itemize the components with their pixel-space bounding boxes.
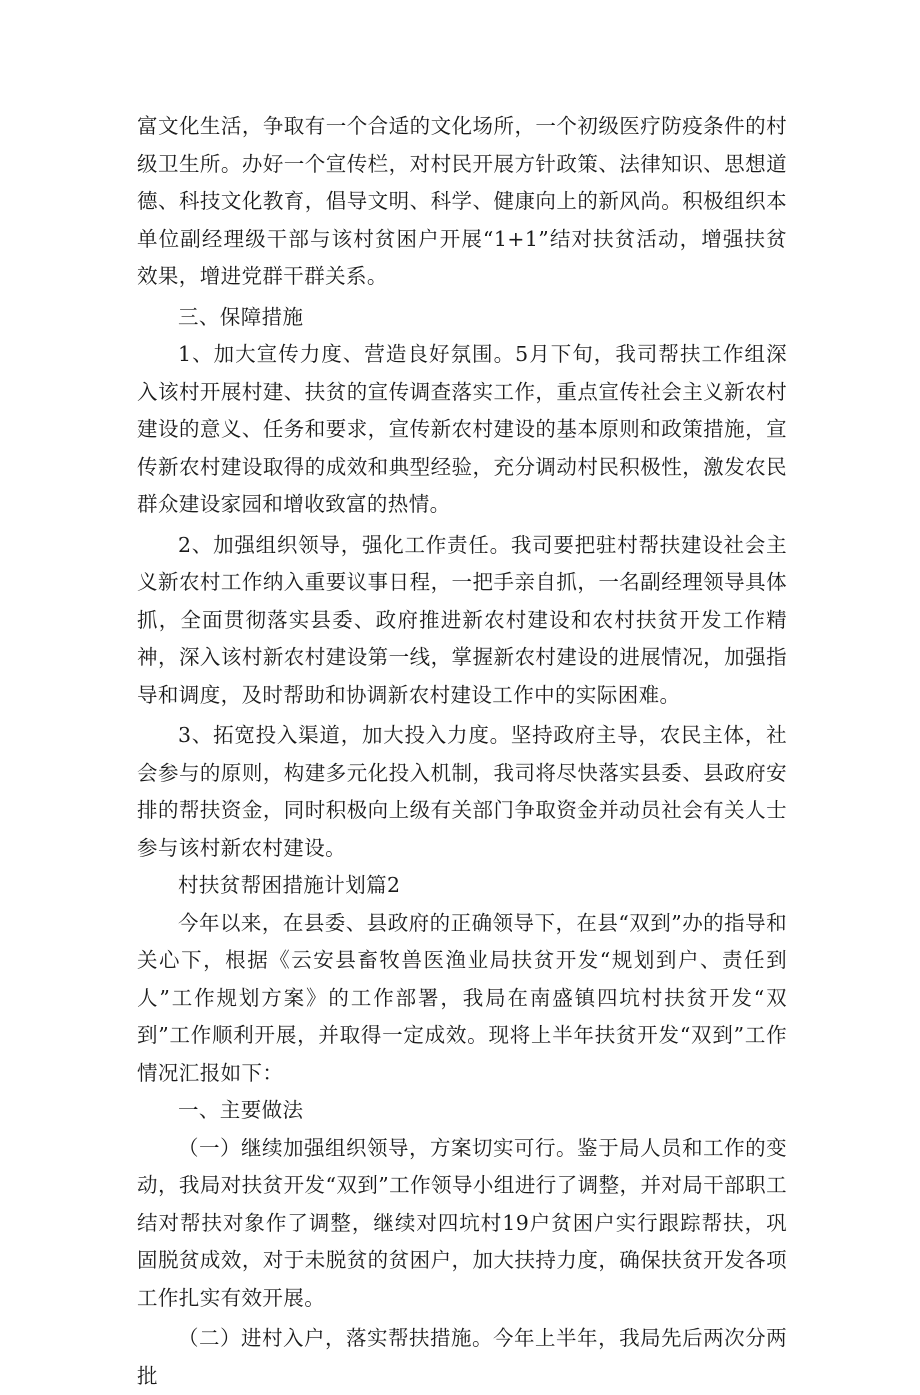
article-title-part2: 村扶贫帮困措施计划篇2 — [178, 873, 401, 897]
paragraph-leadership: （一）继续加强组织领导，方案切实可行。鉴于局人员和工作的变动，我局对扶贫开发“双到”工作领导小组进行了调整，并对局干部职工结对帮扶对象作了调整，继续对四坑村19户贫困户实行跟踪帮扶，巩固脱贫成效，对于未脱贫的贫困户，加大扶持力度，确保扶贫开发各项工作扎实有效开展。 — [137, 1135, 787, 1310]
document-body — [137, 108, 787, 1395]
paragraph-publicity: 1、加大宣传力度、营造良好氛围。5月下旬，我司帮扶工作组深入该村开展村建、扶贫的宣传调查落实工作，重点宣传社会主义新农村建设的意义、任务和要求，宣传新农村建设的基本原则和政策措施，宣传新农村建设取得的成效和典型经验，充分调动村民积极性，激发农民群众建设家园和增收致富的热情。 — [137, 342, 787, 516]
section-heading-safeguards: 三、保障措施 — [178, 304, 304, 329]
paragraph-organization: 2、加强组织领导，强化工作责任。我司要把驻村帮扶建设社会主义新农村工作纳入重要议事日程，一把手亲自抓，一名副经理领导具体抓，全面贯彻落实县委、政府推进新农村建设和农村扶贫开发工作精神，深入该村新农村建设第一线，掌握新农村建设的进展情况，加强指导和调度，及时帮助和协调新农村建设工作中的实际困难。 — [137, 532, 787, 707]
paragraph-culture-life: 富文化生活，争取有一个合适的文化场所，一个初级医疗防疫条件的村级卫生所。办好一个宣传栏，对村民开展方针政策、法律知识、思想道德、科技文化教育，倡导文明、科学、健康向上的新风尚。积极组织本单位副经理级干部与该村贫困户开展“1+1”结对扶贫活动，增强扶贫效果，增进党群干群关系。 — [137, 114, 787, 288]
paragraph-village-visits: （二）进村入户，落实帮扶措施。今年上半年，我局先后两次分两批 — [137, 1326, 787, 1388]
paragraph-investment: 3、拓宽投入渠道，加大投入力度。坚持政府主导，农民主体，社会参与的原则，构建多元化投入机制，我司将尽快落实县委、县政府安排的帮扶资金，同时积极向上级有关部门争取资金并动员社会有关人士参与该村新农村建设。 — [137, 723, 787, 860]
section-heading-main-practices: 一、主要做法 — [178, 1098, 304, 1122]
paragraph-intro: 今年以来，在县委、县政府的正确领导下，在县“双到”办的指导和关心下，根据《云安县畜牧兽医渔业局扶贫开发“规划到户、责任到人”工作规划方案》的工作部署，我局在南盛镇四坑村扶贫开发“双到”工作顺利开展，并取得一定成效。现将上半年扶贫开发“双到”工作情况汇报如下： — [137, 910, 787, 1085]
